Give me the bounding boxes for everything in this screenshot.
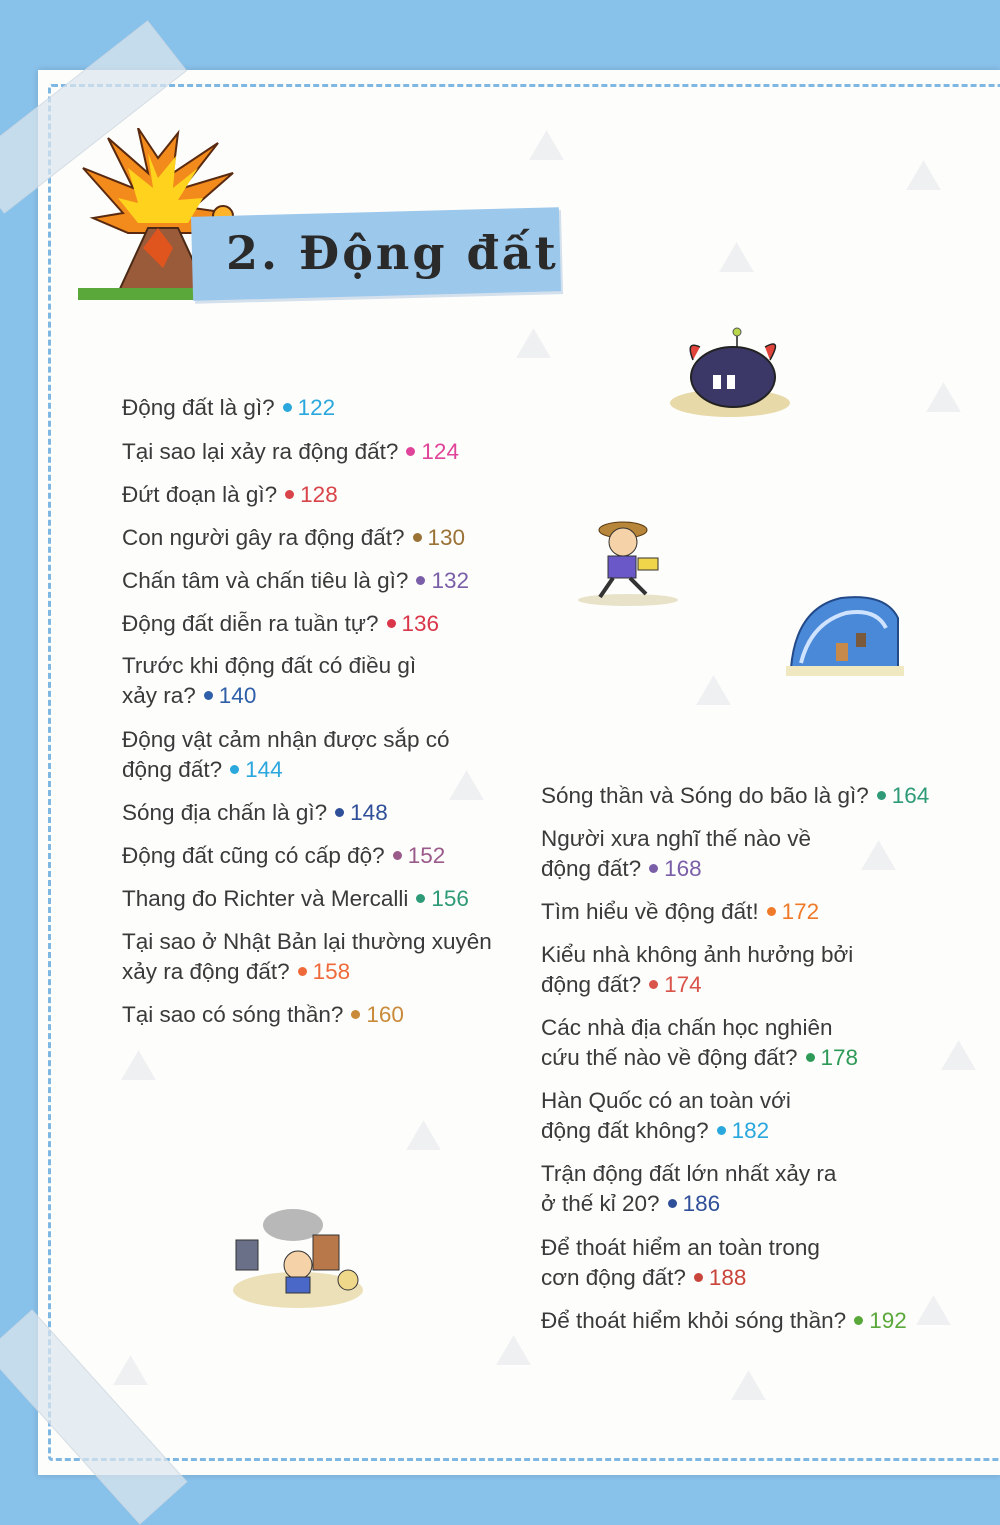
toc-item[interactable]	[541, 1013, 871, 1073]
bullet-dot-icon	[413, 533, 422, 542]
bullet-dot-icon	[668, 1199, 677, 1208]
toc-item[interactable]	[541, 1233, 821, 1293]
toc-item-title: Các nhà địa chấn học nghiên cứu thế nào về động đất?	[541, 1015, 833, 1070]
toc-item-page: 182	[731, 1118, 770, 1143]
toc-item-page: 156	[431, 886, 469, 911]
bullet-dot-icon	[204, 691, 213, 700]
volcano-doodle-icon: ⛰	[515, 318, 552, 369]
toc-item-page: 132	[431, 568, 469, 593]
toc-item[interactable]	[122, 609, 502, 639]
toc-item-page: 174	[664, 972, 702, 997]
bullet-dot-icon	[283, 403, 292, 412]
toc-item-page: 136	[401, 611, 440, 636]
chapter-title: 2. Động đất	[226, 226, 559, 280]
toc-item-title: Người xưa nghĩ thế nào về động đất?	[541, 826, 812, 881]
volcano-doodle-icon: ⛰	[925, 372, 962, 423]
toc-item-page: 168	[664, 856, 702, 881]
toc-item-page: 178	[820, 1045, 859, 1070]
tsunami-wave-illustration	[786, 588, 904, 676]
bullet-dot-icon	[767, 907, 776, 916]
toc-item[interactable]	[122, 523, 502, 553]
volcano-doodle-icon: ⛰	[730, 1360, 767, 1411]
toc-item[interactable]	[541, 781, 941, 811]
bullet-dot-icon	[649, 864, 658, 873]
toc-item-page: 172	[781, 899, 820, 924]
toc-item-title: Thang đo Richter và Mercalli	[122, 886, 409, 911]
toc-item[interactable]	[541, 1086, 811, 1146]
bullet-dot-icon	[416, 576, 425, 585]
toc-item-page: 192	[869, 1308, 907, 1333]
toc-item-page: 140	[218, 683, 257, 708]
toc-item[interactable]	[122, 1000, 502, 1030]
bullet-dot-icon	[393, 851, 402, 860]
volcano-doodle-icon: ⛰	[905, 150, 942, 201]
volcano-doodle-icon: ⛰	[405, 1110, 442, 1161]
toc-item-title: Đứt đoạn là gì?	[122, 482, 278, 507]
farmer-running-illustration	[568, 512, 688, 607]
bullet-dot-icon	[806, 1053, 815, 1062]
toc-item-title: Sóng địa chấn là gì?	[122, 800, 328, 825]
toc-item-page: 144	[245, 757, 283, 782]
toc-item[interactable]	[122, 725, 452, 785]
toc-item-title: Động đất diễn ra tuần tự?	[122, 611, 379, 636]
bullet-dot-icon	[298, 967, 307, 976]
toc-item-page: 152	[407, 843, 446, 868]
toc-item[interactable]	[541, 1159, 851, 1219]
toc-item[interactable]	[122, 798, 502, 828]
toc-item-title: Tại sao lại xảy ra động đất?	[122, 439, 399, 464]
toc-item[interactable]	[122, 651, 422, 711]
toc-item-title: Tìm hiểu về động đất!	[541, 899, 759, 924]
toc-item-page: 130	[427, 525, 466, 550]
toc-item-title: Động đất cũng có cấp độ?	[122, 843, 385, 868]
toc-item-page: 158	[312, 959, 351, 984]
toc-item-page: 188	[708, 1265, 747, 1290]
toc-item-title: Hàn Quốc có an toàn với động đất không?	[541, 1088, 791, 1143]
toc-item-page: 124	[421, 439, 459, 464]
toc-item-title: Động vật cảm nhận được sắp có động đất?	[122, 727, 450, 782]
toc-item[interactable]	[122, 884, 502, 914]
volcano-doodle-icon: ⛰	[448, 760, 485, 811]
bullet-dot-icon	[387, 619, 396, 628]
toc-item-title: Trước khi động đất có điều gì xảy ra?	[122, 653, 417, 708]
toc-item[interactable]	[541, 940, 861, 1000]
toc-item[interactable]	[541, 897, 941, 927]
toc-item[interactable]	[122, 480, 502, 510]
bullet-dot-icon	[717, 1126, 726, 1135]
toc-item-title: Trận động đất lớn nhất xảy ra ở thế kỉ 20?	[541, 1161, 837, 1216]
bullet-dot-icon	[351, 1010, 360, 1019]
toc-item[interactable]	[122, 927, 492, 987]
bullet-dot-icon	[854, 1316, 863, 1325]
bullet-dot-icon	[335, 808, 344, 817]
toc-item-title: Sóng thần và Sóng do bão là gì?	[541, 783, 869, 808]
collapsing-buildings-illustration	[228, 1205, 368, 1310]
toc-item[interactable]	[122, 841, 502, 871]
bullet-dot-icon	[694, 1273, 703, 1282]
toc-item-page: 148	[350, 800, 388, 825]
bullet-dot-icon	[285, 490, 294, 499]
toc-item[interactable]	[122, 437, 502, 467]
volcano-doodle-icon: ⛰	[495, 1325, 532, 1376]
volcano-doodle-icon: ⛰	[528, 120, 565, 171]
toc-item-title: Để thoát hiểm khỏi sóng thần?	[541, 1308, 847, 1333]
monster-illustration	[665, 325, 795, 420]
toc-item-title: Con người gây ra động đất?	[122, 525, 405, 550]
bullet-dot-icon	[649, 980, 658, 989]
toc-item-title: Chấn tâm và chấn tiêu là gì?	[122, 568, 409, 593]
volcano-doodle-icon: ⛰	[940, 1030, 977, 1081]
toc-item-page: 128	[300, 482, 338, 507]
volcano-doodle-icon: ⛰	[718, 232, 755, 283]
toc-item[interactable]	[122, 393, 502, 423]
volcano-doodle-icon: ⛰	[120, 1040, 157, 1091]
toc-item-title: Động đất là gì?	[122, 395, 275, 420]
toc-item-title: Tại sao có sóng thần?	[122, 1002, 344, 1027]
toc-item[interactable]	[541, 1306, 941, 1336]
bullet-dot-icon	[416, 894, 425, 903]
toc-item[interactable]	[122, 566, 502, 596]
volcano-doodle-icon: ⛰	[915, 1285, 952, 1336]
toc-item-page: 160	[366, 1002, 404, 1027]
toc-item-page: 186	[682, 1191, 721, 1216]
toc-item-title: Để thoát hiểm an toàn trong cơn động đất?	[541, 1235, 820, 1290]
toc-item-page: 122	[297, 395, 336, 420]
volcano-doodle-icon: ⛰	[860, 830, 897, 881]
bullet-dot-icon	[230, 765, 239, 774]
bullet-dot-icon	[406, 447, 415, 456]
toc-item-page: 164	[891, 783, 930, 808]
toc-item-title: Tại sao ở Nhật Bản lại thường xuyên xảy ra động đất?	[122, 929, 492, 984]
volcano-doodle-icon: ⛰	[695, 665, 732, 716]
volcano-doodle-icon: ⛰	[112, 1345, 149, 1396]
bullet-dot-icon	[877, 791, 886, 800]
toc-item[interactable]	[541, 824, 841, 884]
toc-item-title: Kiểu nhà không ảnh hưởng bởi động đất?	[541, 942, 854, 997]
